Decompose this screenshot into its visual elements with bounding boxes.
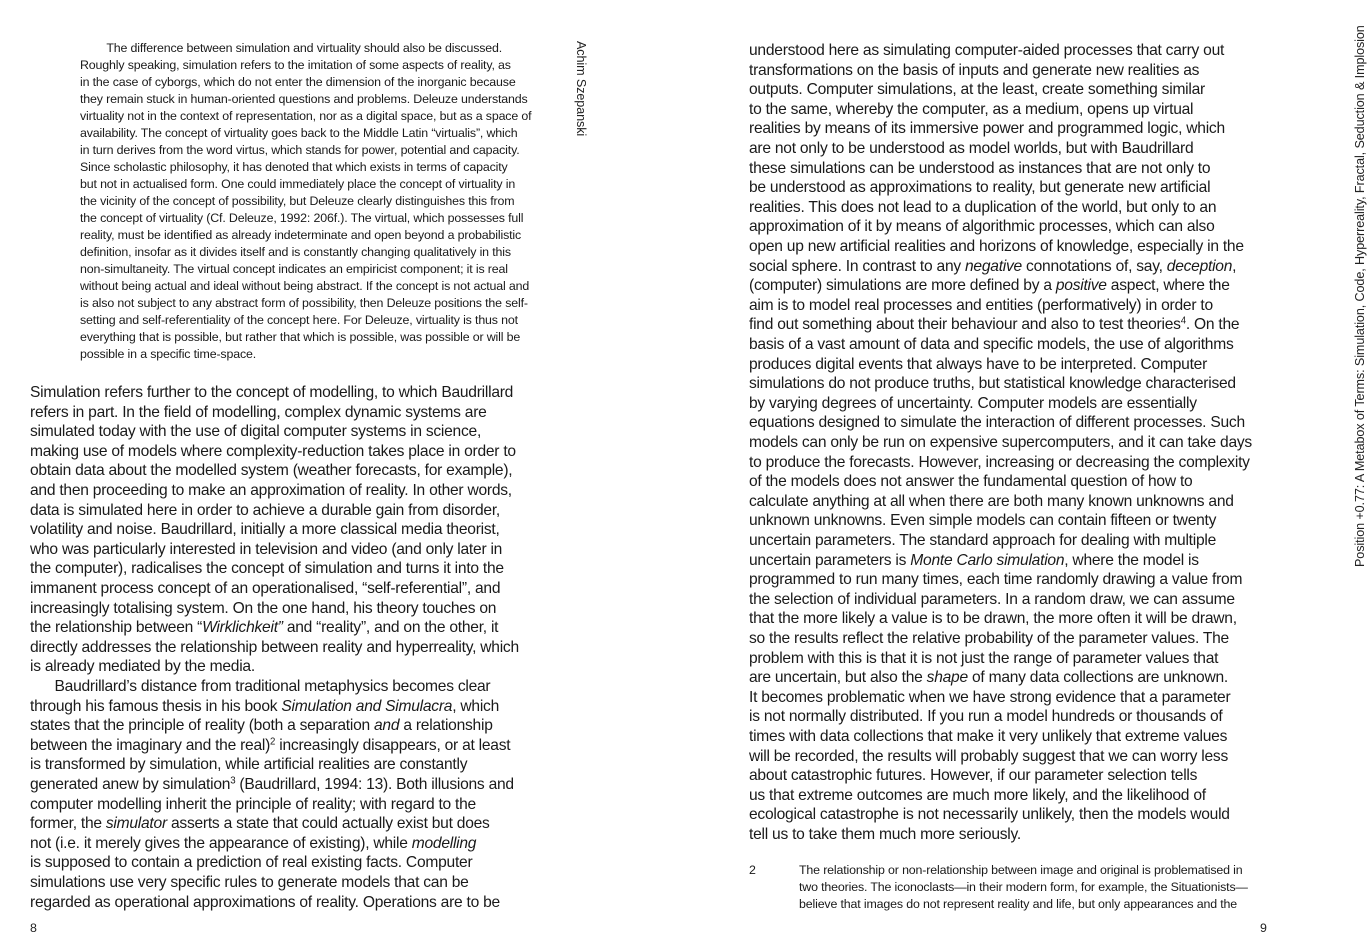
text-run: problem with this is that it is not just the range of parameter values that: [749, 649, 1219, 667]
text-run: to produce the forecasts. However, increasing or decreasing the complexity: [749, 453, 1250, 471]
text-line: [80, 176, 515, 193]
text-run: reality, must be identified as already indeterminate and open beyond a probabilistic: [80, 228, 522, 242]
page-number-right: 9: [1260, 921, 1267, 935]
right-page: [649, 0, 1367, 949]
text-run: they remain stuck in human-oriented questions and problems. Deleuze understands: [80, 92, 528, 106]
text-line: [749, 727, 1227, 747]
text-line: [749, 747, 1228, 767]
text-run: but not in actualised form. One could immediately place the concept of virtuality in: [80, 177, 516, 191]
text-line: [799, 862, 1243, 879]
text-run: that the more likely a value is to be drawn, the more often it will be drawn,: [749, 610, 1237, 628]
text-line: [749, 159, 1210, 179]
text-line: [30, 697, 499, 717]
text-line: [30, 795, 476, 815]
text-run: ecological catastrophe is not necessarily unlikely, then the models would: [749, 806, 1230, 824]
text-run: (Baudrillard, 1994: 13). Both illusions and: [235, 776, 514, 793]
text-run: . On the: [1185, 316, 1240, 334]
text-line: [749, 413, 1245, 433]
text-line: [799, 896, 1237, 913]
text-line: [749, 100, 1193, 120]
text-run: the computer), radicalises the concept of simulation and turns it into the: [30, 560, 504, 578]
text-run: tell us to take them much more seriously.: [749, 826, 1021, 843]
left-page: [0, 0, 649, 949]
text-run: transformations on the basis of inputs and generate new realities as: [749, 61, 1200, 79]
text-run: the relationship between “: [30, 619, 203, 637]
text-run: realities by means of its immersive power and programmed logic, which: [749, 120, 1225, 138]
text-line: [80, 227, 521, 244]
text-line: [749, 119, 1225, 139]
text-line: [30, 775, 514, 795]
italic-run: negative: [965, 257, 1022, 275]
text-run: will be recorded, the results will probably suggest that we can worry less: [749, 747, 1228, 765]
text-line: [80, 74, 516, 91]
text-run: the concept of virtuality (Cf. Deleuze, 1992: 206f.). The virtual, which possesses full: [80, 211, 524, 225]
text-run: social sphere. In contrast to any: [749, 257, 965, 275]
text-run: find out something about their behaviour and also to test theories: [749, 316, 1181, 334]
italic-run: Wirklichkeit”: [202, 619, 283, 637]
text-line: [749, 688, 1230, 708]
text-line: [30, 618, 498, 638]
text-run: a relationship: [399, 717, 493, 735]
text-run: simulations use very specific rules to generate models that can be: [30, 874, 469, 891]
text-line: [749, 786, 1206, 806]
text-line: [749, 257, 1236, 277]
text-line: [749, 766, 1197, 786]
text-run: these simulations can be understood as instances that are not only to: [749, 159, 1211, 177]
text-line: [749, 570, 1242, 590]
text-line: [799, 879, 1248, 896]
text-line: [80, 159, 508, 176]
italic-run: deception: [1166, 257, 1233, 275]
text-line: [749, 511, 1216, 531]
text-run: in turn derives from the word virtus, which stands for power, potential and capacity.: [80, 143, 520, 157]
text-run: computer modelling inherit the principle of reality; with regard to the: [30, 795, 476, 813]
text-line: [749, 217, 1215, 237]
text-run: definition, insofar as it divides itself and is constantly changing qualitatively in this: [80, 245, 511, 259]
text-run: is already mediated by the media.: [30, 658, 255, 676]
text-run: is also not subject to any abstract form of possibility, then Deleuze positions the self-: [80, 296, 528, 310]
page-number-left: 8: [30, 921, 37, 935]
text-line: [30, 834, 476, 854]
text-line: [30, 755, 467, 775]
italic-run: and: [374, 717, 400, 735]
text-line: [80, 91, 528, 108]
text-line: [30, 403, 487, 423]
text-run: who was particularly interested in television and video (and only later in: [30, 540, 503, 558]
text-run: obtain data about the modelled system (weather forecasts, for example),: [30, 462, 513, 480]
text-run: simulations do not produce truths, but statistical knowledge characterised: [749, 375, 1236, 393]
text-line: [749, 590, 1235, 610]
italic-run: Monte Carlo simulation: [910, 551, 1065, 569]
text-line: [749, 198, 1216, 218]
text-run: to the same, whereby the computer, as a medium, opens up virtual: [749, 100, 1194, 118]
text-line: [30, 814, 490, 834]
text-run: be understood as approximations to reality, but generate new artificial: [749, 179, 1211, 197]
text-run: outputs. Computer simulations, at the least, create something similar: [749, 81, 1205, 99]
text-line: [80, 193, 514, 210]
text-run: The relationship or non-relationship between image and original is problematised in: [799, 863, 1243, 877]
footnote-number: 2: [749, 863, 756, 877]
text-run: understood here as simulating computer-aided processes that carry out: [749, 42, 1225, 59]
text-line: [749, 825, 1021, 845]
text-run: aim is to model real processes and entities (performatively) in order to: [749, 296, 1213, 314]
text-run: making use of models where complexity-reduction takes place in order to: [30, 442, 516, 460]
text-run: possible in a specific time-space.: [80, 347, 257, 361]
text-line: [80, 329, 520, 346]
text-run: not (i.e. it merely gives the appearance of existing), while: [30, 834, 412, 852]
text-line: [749, 315, 1239, 335]
footnote-ref: 2: [270, 736, 276, 748]
text-run: so the results reflect the relative probability of the parameter values. The: [749, 630, 1229, 647]
italic-run: Simulation and Simulacra: [281, 697, 453, 715]
text-run: (computer) simulations are more defined by a: [749, 277, 1056, 295]
text-line: [749, 609, 1237, 629]
text-line: [749, 355, 1207, 375]
text-line: [749, 453, 1250, 473]
text-run: calculate anything at all when there are both many known unknowns and: [749, 492, 1234, 510]
text-run: refers in part. In the field of modelling, complex dynamic systems are: [30, 403, 487, 421]
text-run: Baudrillard’s distance from traditional metaphysics becomes clear: [30, 678, 491, 695]
footnote-ref: 4: [1180, 316, 1186, 328]
text-line: [749, 629, 1229, 649]
text-line: [749, 492, 1234, 512]
text-run: directly addresses the relationship between reality and hyperreality, which: [30, 638, 519, 656]
text-line: [749, 41, 1224, 61]
text-run: are uncertain, but also the: [749, 669, 927, 687]
text-run: us that extreme outcomes are much more likely, and the likelihood of: [749, 786, 1206, 804]
text-run: aspect, where the: [1106, 277, 1230, 295]
text-run: and then proceeding to make an approximation of reality. In other words,: [30, 482, 512, 499]
text-line: [749, 80, 1205, 100]
text-run: believe that images do not represent reality and life, but only appearances and the: [799, 897, 1238, 911]
text-run: by varying degrees of uncertainty. Computer models are essentially: [749, 394, 1197, 412]
text-line: [30, 873, 469, 893]
text-line: [749, 178, 1210, 198]
text-line: [30, 657, 255, 677]
running-head-author: Achim Szepanski: [574, 41, 588, 137]
italic-run: positive: [1055, 277, 1107, 295]
text-run: asserts a state that could actually exist but does: [166, 815, 490, 833]
text-run: of many data collections are unknown.: [967, 669, 1228, 687]
text-line: [749, 139, 1193, 159]
text-line: [30, 736, 510, 756]
text-run: between the imaginary and the real): [30, 736, 271, 754]
text-run: states that the principle of reality (both a separation: [30, 717, 374, 735]
text-line: [80, 295, 528, 312]
text-run: the vicinity of the concept of possibility, but Deleuze clearly distinguishes this from: [80, 194, 515, 208]
text-run: everything that is possible, but rather that which is possible, was possible or will be: [80, 330, 521, 344]
text-line: [749, 707, 1222, 727]
text-run: is not normally distributed. If you run a model hundreds or thousands of: [749, 708, 1223, 726]
text-line: [80, 278, 529, 295]
footnote-ref: 3: [230, 775, 236, 787]
text-line: [30, 501, 500, 521]
text-line: [30, 383, 513, 403]
text-run: programmed to run many times, each time randomly drawing a value from: [749, 571, 1243, 589]
text-run: is transformed by simulation, while artificial realities are constantly: [30, 756, 468, 774]
text-line: [80, 108, 531, 125]
text-run: generated anew by simulation: [30, 776, 231, 793]
text-line: [30, 853, 472, 873]
text-run: Roughly speaking, simulation refers to the imitation of some aspects of reality, as: [80, 58, 511, 72]
text-run: basis of a vast amount of data and specific models, the use of algorithms: [749, 336, 1234, 353]
text-run: produces digital events that always have to be interpreted. Computer: [749, 355, 1208, 373]
text-run: non-simultaneity. The virtual concept indicates an empiricist component; it is real: [80, 262, 508, 276]
text-line: [30, 520, 500, 540]
text-run: are not only to be understood as model worlds, but with Baudrillard: [749, 140, 1194, 157]
text-run: volatility and noise. Baudrillard, initially a more classical media theorist,: [30, 521, 500, 539]
text-run: former, the: [30, 815, 106, 833]
text-line: [749, 472, 1192, 492]
text-run: Since scholastic philosophy, it has denoted that which exists in terms of capacity: [80, 160, 508, 174]
text-line: [749, 394, 1197, 414]
text-run: about catastrophic futures. However, if our parameter selection tells: [749, 767, 1198, 785]
text-run: increasingly disappears, or at least: [275, 736, 511, 754]
text-line: [30, 579, 500, 599]
text-run: open up new artificial realities and horizons of knowledge, especially in the: [749, 238, 1244, 255]
text-run: setting and self-referentiality of the concept here. For Deleuze, virtuality is thus not: [80, 313, 518, 327]
text-run: virtuality not in the context of representation, nor as a digital space, but as a space of: [80, 109, 532, 123]
text-run: regarded as operational approximations of reality. Operations are to be: [30, 893, 500, 911]
text-run: of the models does not answer the fundamental question of how to: [749, 473, 1193, 491]
text-line: [30, 461, 512, 481]
text-run: ,: [1232, 257, 1237, 275]
text-line: [30, 481, 512, 501]
text-line: [749, 649, 1218, 669]
text-line: [749, 374, 1236, 394]
text-line: [80, 125, 517, 142]
text-line: [30, 559, 504, 579]
text-line: [80, 142, 520, 159]
text-line: [749, 531, 1216, 551]
text-run: uncertain parameters is: [749, 551, 911, 569]
text-run: approximation of it by means of algorithmic processes, which can also: [749, 218, 1215, 236]
text-line: [30, 422, 481, 442]
text-line: [80, 57, 511, 74]
text-run: data is simulated here in order to achieve a durable gain from disorder,: [30, 501, 501, 519]
text-line: [749, 61, 1199, 81]
text-run: two theories. The iconoclasts—in their modern form, for example, the Situationists—: [799, 880, 1248, 894]
text-line: [30, 638, 519, 658]
text-line: [749, 237, 1244, 257]
text-line: [30, 716, 493, 736]
text-line: [30, 893, 500, 913]
text-line: [80, 346, 256, 363]
text-run: Simulation refers further to the concept of modelling, to which Baudrillard: [30, 384, 514, 401]
text-run: models can only be run on expensive supercomputers, and it can take days: [749, 434, 1252, 451]
italic-run: modelling: [411, 834, 477, 852]
text-line: [80, 40, 502, 57]
text-run: , where the model is: [1064, 551, 1199, 569]
text-run: and “reality”, and on the other, it: [282, 619, 499, 637]
text-line: [749, 276, 1230, 296]
text-run: increasingly totalising system. On the one hand, his theory touches on: [30, 599, 497, 617]
text-line: [30, 442, 516, 462]
text-line: [30, 599, 496, 619]
italic-run: shape: [926, 669, 968, 687]
text-run: through his famous thesis in his book: [30, 697, 282, 715]
text-line: [30, 540, 502, 560]
text-line: [80, 312, 518, 329]
text-line: [749, 296, 1213, 316]
text-run: equations designed to simulate the interaction of different processes. Such: [749, 414, 1245, 432]
text-run: the selection of individual parameters. In a random draw, we can assume: [749, 590, 1235, 608]
text-line: [80, 244, 511, 261]
text-run: uncertain parameters. The standard approach for dealing with multiple: [749, 532, 1217, 549]
text-line: [749, 668, 1228, 688]
text-line: [749, 805, 1230, 825]
text-run: in the case of cyborgs, which do not enter the dimension of the inorganic because: [80, 75, 516, 89]
text-run: simulated today with the use of digital computer systems in science,: [30, 423, 482, 441]
text-run: availability. The concept of virtuality goes back to the Middle Latin “virtualis”, which: [80, 126, 518, 140]
text-run: unknown unknowns. Even simple models can contain fifteen or twenty: [749, 512, 1217, 530]
text-run: connotations of, say,: [1021, 257, 1167, 275]
text-line: [30, 677, 490, 697]
text-line: [749, 335, 1234, 355]
text-run: realities. This does not lead to a duplication of the world, but only to an: [749, 198, 1217, 216]
text-run: without being actual and ideal without being abstract. If the concept is not actual and: [80, 279, 530, 293]
running-head-title: Position +0.77: A Metabox of Terms: Simulation, Code, Hyperreality, Fractal, Seduction & Implosion: [1353, 25, 1367, 567]
text-line: [749, 433, 1252, 453]
text-run: The difference between simulation and virtuality should also be discussed.: [80, 41, 503, 55]
text-run: It becomes problematic when we have strong evidence that a parameter: [749, 688, 1231, 706]
text-run: immanent process concept of an operationalised, “self-referential”, and: [30, 580, 501, 597]
text-run: , which: [452, 697, 500, 715]
text-line: [749, 551, 1199, 571]
text-run: times with data collections that make it very unlikely that extreme values: [749, 728, 1228, 745]
text-line: [80, 261, 508, 278]
text-run: is supposed to contain a prediction of real existing facts. Computer: [30, 854, 473, 872]
italic-run: simulator: [105, 815, 167, 833]
text-line: [80, 210, 523, 227]
